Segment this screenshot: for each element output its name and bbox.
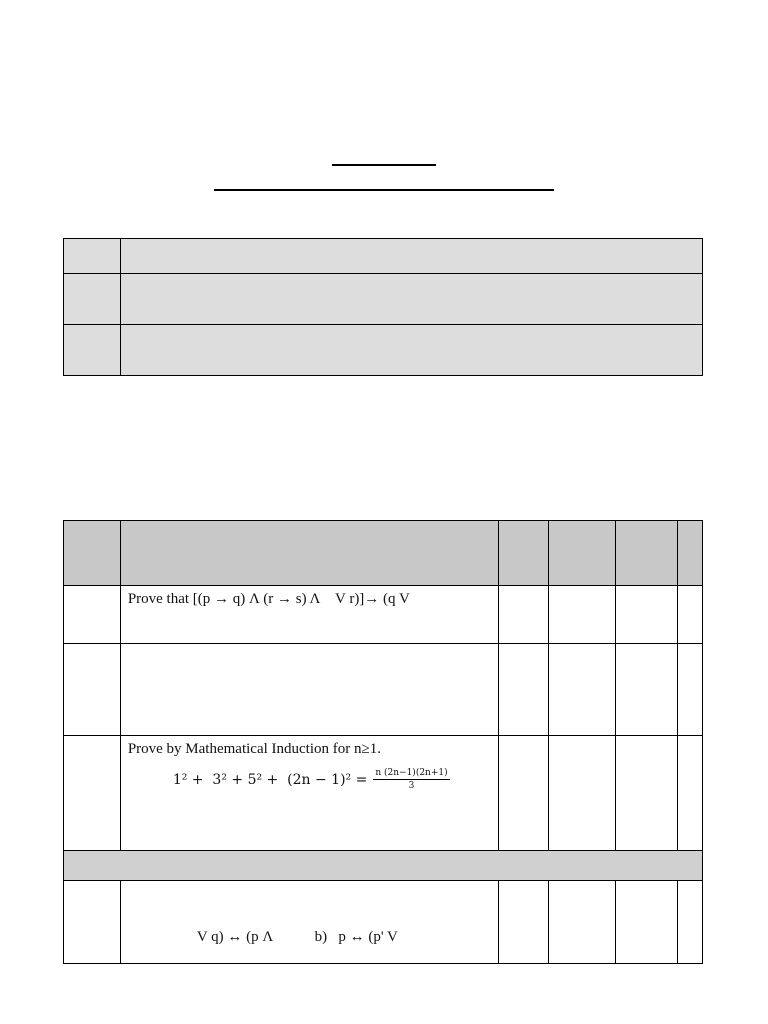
formula-denominator: 3 xyxy=(408,781,415,791)
questions-table xyxy=(63,520,703,964)
formula-fraction xyxy=(373,768,449,791)
info-row xyxy=(64,239,703,274)
table-row xyxy=(64,881,703,964)
table-row xyxy=(64,644,703,736)
question-1-text: Prove that [(p → q) Λ (r → s) Λ V r)]→ (q V xyxy=(127,591,410,607)
title-underline-short xyxy=(332,164,436,166)
table-row xyxy=(64,736,703,851)
table-header-row xyxy=(64,521,703,586)
info-row xyxy=(64,274,703,325)
formula-lhs: 1² + 3² + 5² + (2n − 1)² = xyxy=(172,771,368,788)
table-row xyxy=(64,586,703,644)
course-info-table xyxy=(63,238,703,376)
question-4-part-b: b) p ↔ (p' V xyxy=(314,929,398,945)
formula-numerator: n (2n−1)(2n+1) xyxy=(375,768,448,778)
question-4-parts xyxy=(121,881,498,946)
question-3-text: Prove by Mathematical Induction for n≥1. xyxy=(127,741,381,757)
question-4-part-a: V q) ↔ (p Λ xyxy=(196,929,273,945)
section-divider-row xyxy=(64,851,703,881)
title-underline-long xyxy=(214,189,554,191)
info-row xyxy=(64,325,703,376)
induction-formula xyxy=(121,758,498,791)
